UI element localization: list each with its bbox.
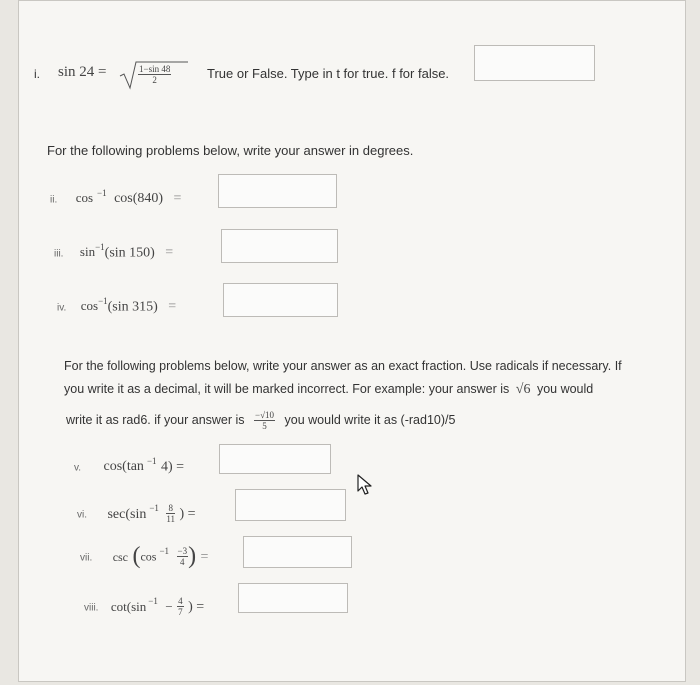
answer-input-vi[interactable]: [235, 489, 346, 521]
question-ii: [50, 188, 181, 207]
question-v-sup: −1: [146, 456, 157, 466]
radical-denominator: 2: [152, 75, 157, 85]
question-iii-arg: (sin 150): [104, 245, 155, 261]
question-vii-outer: csc: [112, 549, 129, 564]
question-vi-outer: sec(sin: [107, 506, 147, 522]
paren-open-icon: (: [132, 543, 141, 569]
instructions-line3-end: you would write it as (-rad10)/5: [284, 412, 456, 427]
instructions-line2-end: you would: [536, 382, 594, 396]
paren-close-icon: ): [188, 543, 197, 569]
question-vi-numerator: 8: [166, 503, 175, 514]
question-vi-denominator: 11: [166, 514, 176, 524]
question-iv-number: iv.: [57, 302, 67, 314]
question-iii-number: iii.: [54, 248, 64, 260]
question-iii-fn: sin: [79, 244, 96, 260]
question-vii-fraction: [177, 546, 189, 567]
answer-input-viii[interactable]: [238, 583, 348, 613]
question-iii-sup: −1: [95, 242, 105, 252]
question-ii-fn: cos: [75, 190, 94, 206]
question-v-number: v.: [74, 462, 82, 474]
question-iv-sup: −1: [98, 296, 108, 306]
worksheet-panel: [18, 0, 686, 682]
fraction-instructions-line3: [66, 410, 455, 431]
question-iv-equals: =: [168, 299, 177, 315]
answer-input-vii[interactable]: [243, 536, 352, 568]
question-vii-sup: −1: [159, 546, 170, 557]
question-v-arg: 4) =: [160, 459, 185, 475]
answer-input-v[interactable]: [219, 444, 331, 474]
question-ii-arg: cos(840): [114, 191, 164, 207]
question-ii-equals: =: [173, 191, 182, 207]
question-i-number: i.: [34, 67, 40, 81]
instructions-line3-text: write it as rad6. if your answer is: [66, 412, 245, 427]
question-viii-outer: cot(sin: [110, 598, 147, 614]
fraction-instructions-line2: [64, 382, 593, 398]
question-v-outer: cos(tan: [103, 459, 144, 475]
question-viii-fraction: [177, 596, 184, 617]
question-i-prompt: True or False. Type in t for true. f for false.: [207, 66, 450, 81]
mouse-cursor-icon: [357, 474, 373, 496]
example-fraction-denominator: 5: [262, 421, 267, 431]
question-viii-minus: −: [165, 598, 173, 614]
question-viii-denominator: 7: [178, 607, 183, 617]
answer-input-iv[interactable]: [223, 283, 338, 317]
question-vi-sup: −1: [149, 503, 159, 514]
radical-numerator: 1−sin 48: [139, 64, 171, 74]
question-iv-arg: (sin 315): [107, 299, 158, 315]
question-iv-fn: cos: [80, 298, 99, 314]
question-vii-numerator: −3: [177, 546, 188, 556]
question-vi-close: ) =: [179, 506, 196, 522]
question-ii-number: ii.: [50, 194, 58, 206]
question-iii: [54, 242, 173, 261]
question-vii: [80, 543, 208, 570]
question-vi-fraction: [166, 503, 175, 524]
question-viii-numerator: 4: [178, 596, 183, 606]
example-fraction-numerator: −√10: [255, 410, 275, 420]
question-viii-close: ) =: [188, 599, 205, 615]
question-iii-equals: =: [165, 245, 174, 261]
question-viii-sup: −1: [148, 596, 158, 607]
example-sqrt6: √6: [515, 382, 531, 397]
fraction-instructions-line1: For the following problems below, write your answer as an exact fraction. Use radicals if necessary. If: [64, 359, 622, 373]
question-vii-denominator: 4: [180, 557, 185, 567]
question-viii: [84, 596, 204, 617]
question-v: [74, 456, 184, 475]
degrees-instructions: For the following problems below, write your answer in degrees.: [47, 143, 414, 158]
question-vii-inner: cos: [140, 549, 157, 564]
question-iv: [57, 296, 176, 315]
question-vii-number: vii.: [80, 552, 93, 564]
answer-input-ii[interactable]: [218, 174, 337, 208]
question-ii-sup: −1: [97, 188, 107, 198]
radical-fraction: [138, 64, 171, 85]
question-vi: [77, 503, 196, 524]
question-i-lhs: sin 24 =: [58, 64, 107, 80]
question-viii-number: viii.: [84, 602, 99, 614]
instructions-line2-text: you write it as a decimal, it will be marked incorrect. For example: your answer is: [64, 382, 510, 396]
answer-input-i[interactable]: [474, 45, 595, 81]
question-i-radical: [118, 60, 188, 95]
question-vi-number: vi.: [77, 509, 87, 521]
question-vii-close: =: [200, 549, 209, 565]
answer-input-iii[interactable]: [221, 229, 338, 263]
example-fraction: [254, 410, 275, 431]
